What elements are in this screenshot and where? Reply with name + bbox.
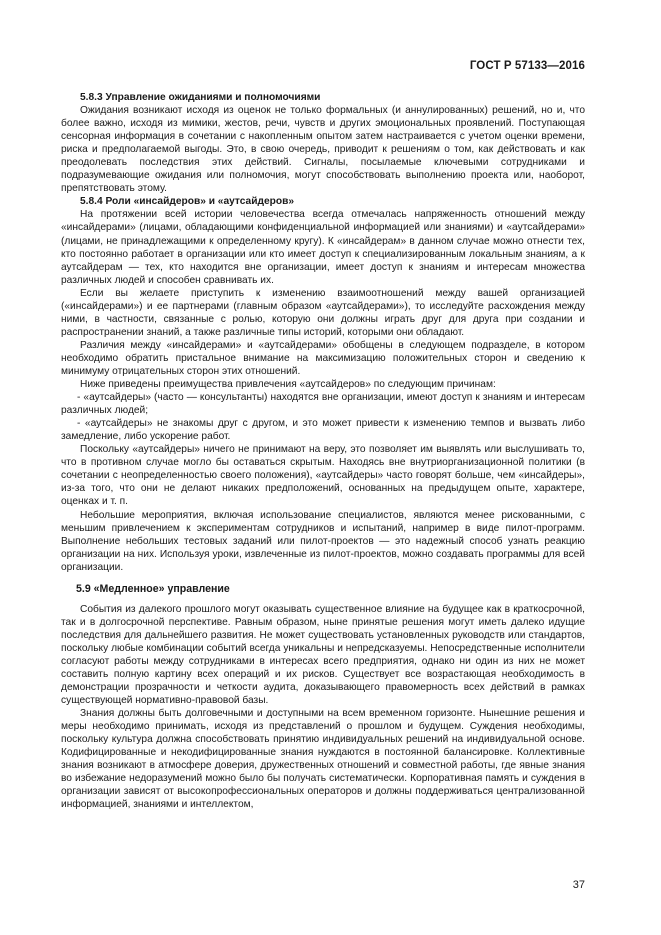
list-item: - «аутсайдеры» не знакомы друг с другом, и это может привести к изменению темпов и вызвать либо замедление, либо ускорение работ. — [61, 418, 585, 443]
section-heading-5-9: 5.9 «Медленное» управление — [76, 582, 230, 595]
paragraph: Различия между «инсайдерами» и «аутсайдерами» обобщены в следующем подразделе, в котором необходимо обратить пристальное внимание на максимизацию положительных сторон и сведению к минимуму отрицательных сторон этих отношений. — [61, 339, 585, 377]
paragraph: Ниже приведены преимущества привлечения «аутсайдеров» по следующим причинам: — [80, 379, 496, 391]
paragraph: Если вы желаете приступить к изменению взаимоотношений между вашей организацией («инсайдерами») и ее партнерами (главным образом «аутсайдерами»), то исследуйте расхождения между ними, в частности, связанные с ролью, которую они должны играть друг для друга при создании и распространении знаний, а также различные типы историй, которыми они обладают. — [61, 287, 585, 338]
list-item: - «аутсайдеры» (часто — консультанты) находятся вне организации, имеют доступ к знаниям и интересам различных людей; — [61, 392, 585, 417]
document-body — [61, 91, 585, 812]
paragraph: Ожидания возникают исходя из оценок не только формальных (и аннулированных) решений, но и, что более важно, исходя из мимики, жестов, речи, чувств и других эмоциональных проявлений. Поступающая сенсорная информация в сочетании с накопленным опытом затем настраивается с учетом оценки времени, риска и предполагаемой выгоды. Это, в свою очередь, приводит к решениям о том, как действовать и как преодолевать последствия этих действий. Сигналы, посылаемые ключевыми сотрудниками и подразумевающие ожидания или полномочия, могут способствовать выполнению проекта или, наоборот, препятствовать этому. — [61, 105, 585, 195]
subsection-heading-5-8-3: 5.8.3 Управление ожиданиями и полномочиями — [80, 92, 321, 103]
subsection-heading-5-8-4: 5.8.4 Роли «инсайдеров» и «аутсайдеров» — [80, 196, 294, 208]
document-code-header: ГОСТ Р 57133—2016 — [469, 60, 585, 72]
page-number: 37 — [572, 879, 585, 891]
paragraph: Поскольку «аутсайдеры» ничего не принимают на веру, это позволяет им выявлять или выслушивать то, что в противном случае могло бы оставаться скрытым. Находясь вне внутриорганизационной политики (в сочетании с неопределенностью своего положения), «аутсайдеры» часто говорят больше, чем «инсайдеры», из-за того, что они не делают никаких предположений, основанных на предыдущем опыте, характере, оценках и т. п. — [61, 444, 585, 508]
paragraph: События из далекого прошлого могут оказывать существенное влияние на будущее как в краткосрочной, так и в долгосрочной перспективе. Равным образом, ныне принятые решения могут иметь далеко идущие последствия для дальнейшего развития. Не может существовать установленных руководств или стандартов, поскольку любые комбинации событий всегда уникальны и непредсказуемы. Непосредственные исполнители согласуют работы между сотрудниками в интересах всего предприятия, однако ни один из них не может составить полную картину всех операций и их рисков. Существует все возрастающая необходимость в демонстрации прозрачности и четкости аудита, доказывающего правомерность всех действий в рамках существующей нормативно-правовой базы. — [61, 603, 585, 707]
paragraph: Знания должны быть долговечными и доступными на всем временном горизонте. Нынешние решения и меры необходимо принимать, исходя из представлений о прошлом и будущем. Суждения необходимы, поскольку культура должна способствовать принятию индивидуальных решений на индивидуальной основе. Кодифицированные и некодифицированные знания нуждаются в постоянной балансировке. Коллективные знания возникают в атмосфере доверия, дружественных отношений и совместной работы, где явные знания во избежание недоразумений можно было бы получать систематически. Корпоративная память и суждения в организации зависят от высокопрофессиональных операторов и должны поддерживаться централизованной информацией, знаниями и интеллектом, — [61, 708, 585, 811]
paragraph: На протяжении всей истории человечества всегда отмечалась напряженность отношений между «инсайдерами» (лицами, обладающими конфиденциальной информацией или знаниями) и «аутсайдерами» (лицами, не принадлежащими к определенному кругу). К «инсайдерам» в данном случае можно отнести тех, кто постоянно работает в организации или кто имеет доступ к специализированным локальным знаниям, а к аутсайдерам — тех, кто находится вне организации, имеет доступ к знаниям и интересам множества различных людей и способен сравнивать их. — [61, 209, 585, 286]
paragraph: Небольшие мероприятия, включая использование специалистов, являются менее рискованными, с меньшим привлечением к экспериментам сотрудников и испытаний, например в виде пилот-программ. Выполнение небольших тестовых заданий или пилот-проектов — это надежный способ узнать реакцию организации на них. Используя уроки, извлеченные из пилот-проектов, можно создавать программы для всей организации. — [61, 509, 585, 573]
